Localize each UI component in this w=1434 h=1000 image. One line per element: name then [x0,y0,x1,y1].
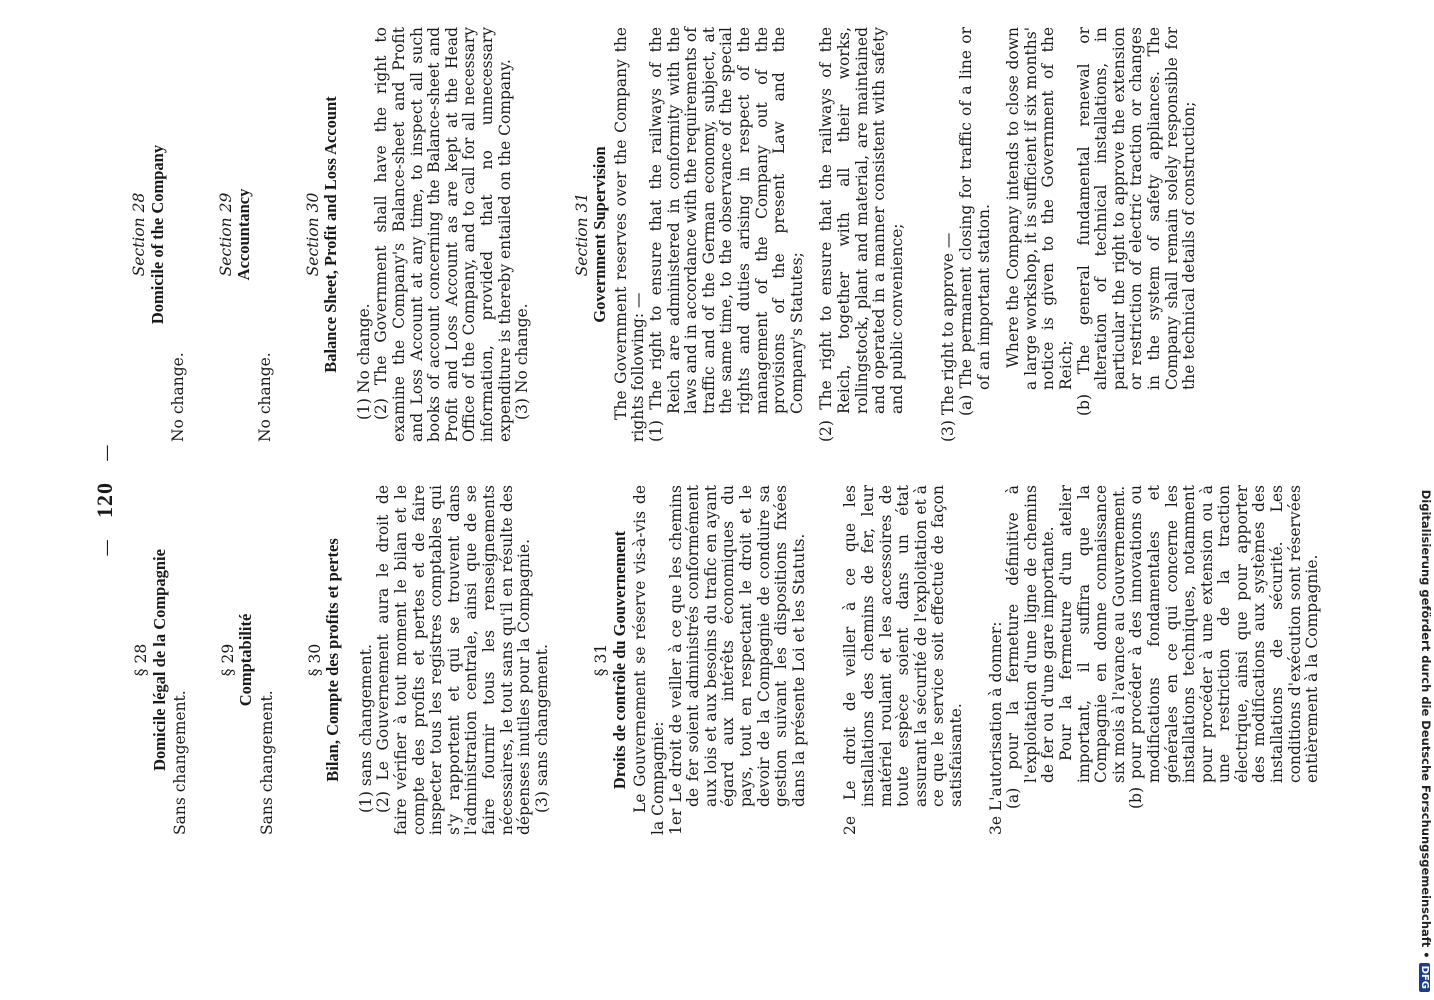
fr-section-28-title: Domicile légal de la Compagnie [149,549,169,771]
fr-section-29-text: Sans changement. [257,690,276,835]
fr-section-30-para-3: (3) sans changement. [532,644,551,813]
english-column [123,27,1199,442]
fr-section-31-item-3b: (b) pour procéder à des innovations ou modifications fondamentales et générales en ce qui concerne les installations techniques, notamment pour procéder à une extension ou à une restriction de la traction électrique, ainsi que pour apporter des modifications aux systèmes des installations de sécurité. Les conditions d'exécution sont réservées entièrement à la Compagnie. [1127,485,1322,809]
en-section-31-item-3b: (b) The general fundamental renewal or alteration of technical installations, in particular the right to approve the extension or restriction of electric traction or changes in the system of safety appliances. The Company shall remain solely responsible for the technical details of construction; [1074,27,1199,416]
en-section-31-title: Government Supervision [590,146,610,323]
fr-section-30-para-1: (1) sans changement. [356,644,375,813]
fr-section-30-heading: § 30 [305,643,324,677]
en-section-29-title: Accountancy [234,188,254,281]
fr-section-28-text: Sans changement. [171,690,190,835]
french-column [125,485,1322,835]
en-section-31-heading: Section 31 [572,192,591,277]
en-section-31-item-3a: (a) The permanent closing for traffic of a line or of an important station. [956,27,993,416]
en-section-31-item-1: (1) The right to ensure that the railways of the Reich are administered in conformity with the laws and in accordance with the requirements of traffic and of the German economy, subject, at the same time, to the observance of the special rights and duties arising in respect of the management of the Company out of the provisions of the present Law and the Company's Statutes; [647,27,806,442]
en-section-28-heading: Section 28 [130,192,148,277]
fr-section-31-item-1: 1er Le droit de veiller à ce que les chemins de fer soient administrés conformément aux lois et aux besoins du trafic en ayant égard aux intérêts économiques du pays, tout en respectant le droit et le devoir de la Compagnie de conduire sa gestion suivant les dispositions fixées dans la présente Loi et les Statuts. [666,485,808,835]
header-dash-right: — [97,443,117,462]
fr-section-31-heading: § 31 [592,643,611,677]
page-header [92,0,118,1000]
fr-section-30-title: Bilan, Compte des profits et pertes [323,538,343,782]
fr-section-28-heading: § 28 [132,643,150,677]
en-section-30-title: Balance Sheet, Profit and Loss Account [321,96,341,373]
fr-section-31-title: Droits de contrôle du Gouvernement [609,530,629,790]
en-section-28-text: No change. [169,352,188,442]
fr-section-31-item-3: 3e L'autorisation à donner: [986,621,1005,835]
digitization-credit-text [1415,8,1434,992]
fr-section-31-item-2: 2e Le droit de veiller à ce que les installations des chemins de fer, leur matériel roulant et les accessoires de toute espèce soient dans un état assurant la sécurité de l'exploitation et à ce que le service soit effectué de façon satisfaisante. [841,485,965,835]
credit-text: Digitalisierung gefördert durch die Deutsche Forschungsgemeinschaft • [1419,489,1433,959]
fr-section-31-item-3a: (a) pour la fermeture définitive à l'exploitation d'une ligne de chemins de fer ou d'une gare importante. [1004,485,1058,809]
en-section-29-text: No change. [255,352,274,442]
en-section-30-para-2: (2) The Government shall have the right to examine the Company's Balance-sheet and Profit and Loss Account at any time, to inspect all such books of account concerning the Balance-sheet and Profit and Loss Account as are kept at the Head Office of the Company, and to call for all necessary information, provided that no unnecessary expenditure is thereby entailed on the Company. [372,27,514,442]
fr-section-29-heading: § 29 [218,643,237,677]
en-section-30-para-3: (3) No change. [513,303,532,420]
dfg-logo: DFG [1419,963,1430,992]
fr-section-30-para-2: (2) Le Gouvernement aura le droit de faire vérifier à tout moment le bilan et le compte des profits et pertes et de faire inspecter tous les registres comptables qui s'y rapportent et qui se trouvent dans l'administration centrale, ainsi que de se faire fournir tous les renseignements nécessaires, le tout sans qu'il en résulte des dépenses inutiles pour la Compagnie. [374,485,534,835]
en-section-31-item-3: (3) The right to approve — [939,232,958,442]
header-dash-left: — [97,538,117,557]
fr-section-31-intro: Le Gouvernement se réserve vis-à-vis de la Compagnie: [631,485,668,835]
en-section-30-heading: Section 30 [303,192,322,277]
en-section-28-title: Domicile of the Company [147,144,167,325]
en-section-31-item-3a-note: Where the Company intends to close down a large workshop, it is sufficient if six months' notice is given to the Government of the Reich; [1004,27,1075,390]
en-section-29-heading: Section 29 [216,192,235,277]
fr-section-31-item-3a-note: Pour la fermeture d'un atelier important, il suffira que la Compagnie en donne connaissance six mois à l'avance au Gouvernement. [1056,485,1128,783]
en-section-31-item-2: (2) The right to ensure that the railways of the Reich, together with all their works, rollingstock, plant and material, are maintained and operated in a manner consistent with safety and public convenience; [817,27,906,442]
fr-section-29-title: Comptabilité [236,613,256,707]
digitization-credit [1415,8,1434,992]
en-section-31-intro: The Government reserves over the Company the rights following: — [611,27,648,442]
page-number: 120 [92,482,117,518]
en-section-30-para-1: (1) No change. [354,303,373,420]
